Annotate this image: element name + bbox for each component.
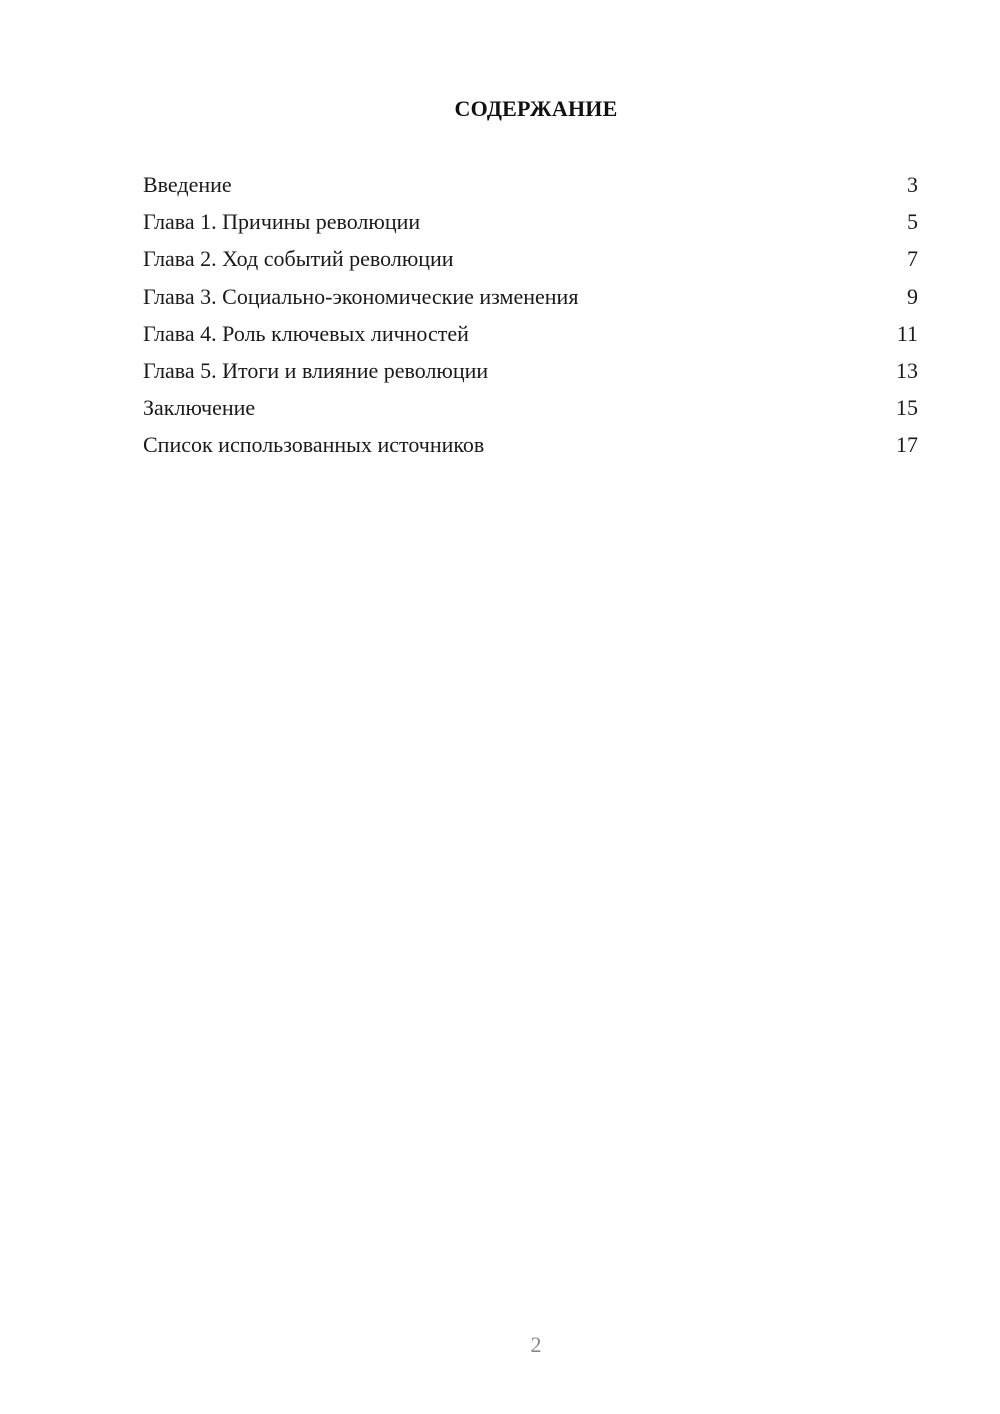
toc-entry-page: 17 [896,432,918,458]
toc-entry-page: 3 [907,172,918,197]
toc-entry-label: Заключение [143,395,256,421]
toc-entry-page: 15 [896,395,918,421]
toc-entry-label: Введение [143,172,232,197]
toc-entry-page: 11 [896,320,918,346]
toc-entry-label: Глава 5. Итоги и влияние революции [143,357,489,383]
toc-entry-chapter-1[interactable] [143,205,918,242]
toc-entry-page: 9 [907,283,918,309]
table-of-contents [143,168,918,466]
toc-entry-label: Глава 4. Роль ключевых личностей [143,320,469,346]
toc-entry-label: Список использованных источников [143,432,485,458]
toc-entry-label: Глава 1. Причины революции [143,209,421,235]
toc-entry-chapter-2[interactable] [143,242,918,279]
toc-entry-introduction[interactable] [143,168,918,205]
toc-entry-references[interactable] [143,428,918,465]
toc-entry-label: Глава 2. Ход событий революции [143,246,454,272]
toc-entry-conclusion[interactable] [143,391,918,428]
toc-entry-chapter-5[interactable] [143,354,918,391]
toc-entry-label: Глава 3. Социально-экономические изменения [143,283,579,309]
toc-entry-page: 13 [896,357,918,383]
toc-entry-chapter-4[interactable] [143,317,918,354]
toc-entry-page: 5 [907,209,918,235]
page-title: СОДЕРЖАНИЕ [454,96,618,121]
toc-entry-chapter-3[interactable] [143,280,918,317]
page-number: 2 [530,1332,542,1357]
toc-entry-page: 7 [907,246,918,272]
